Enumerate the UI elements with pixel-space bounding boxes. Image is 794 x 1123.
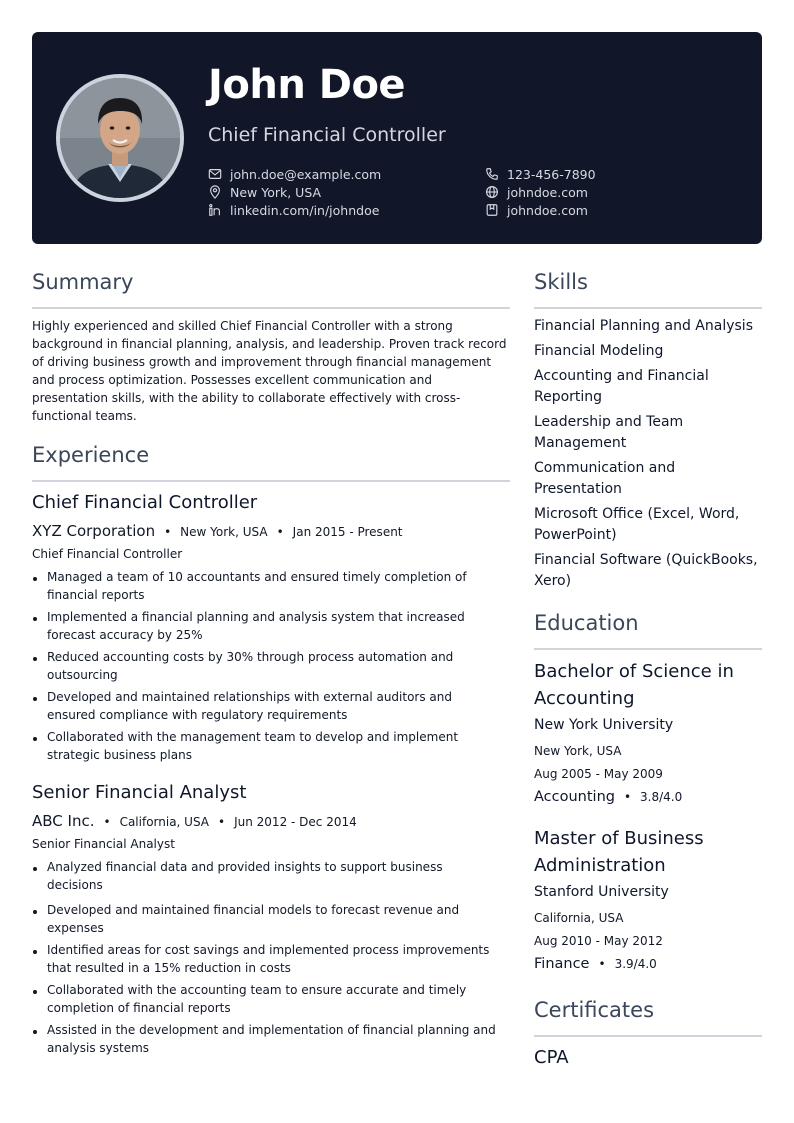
contact-portfolio-text: johndoe.com bbox=[507, 202, 588, 218]
experience-title: Experience bbox=[32, 443, 150, 467]
education-major: Finance bbox=[534, 956, 590, 972]
contact-website-text: johndoe.com bbox=[507, 184, 588, 200]
certificate-item: CPA bbox=[534, 1047, 569, 1068]
job-location: California, USA bbox=[119, 815, 210, 829]
education-major: Accounting bbox=[534, 789, 615, 805]
education-divider bbox=[534, 648, 762, 650]
education-school: Stanford University bbox=[534, 884, 669, 900]
phone-icon bbox=[485, 167, 499, 181]
contact-email-text: john.doe@example.com bbox=[230, 166, 382, 182]
person-photo-icon bbox=[60, 78, 180, 198]
job-title: Chief Financial Controller bbox=[32, 492, 258, 513]
location-icon bbox=[208, 185, 222, 199]
list-item: Managed a team of 10 accountants and ensured timely completion of financial reports bbox=[32, 568, 502, 604]
skill-item: Communication and Presentation bbox=[534, 460, 676, 497]
job-title: Senior Financial Analyst bbox=[32, 782, 247, 803]
job-company: XYZ Corporation bbox=[32, 522, 156, 540]
contact-phone[interactable] bbox=[485, 165, 596, 183]
skills-title: Skills bbox=[534, 270, 588, 294]
candidate-name: John Doe bbox=[208, 62, 406, 108]
education-degree: Master of Business Administration bbox=[534, 828, 704, 876]
contact-location-text: New York, USA bbox=[230, 184, 322, 200]
separator-dot: • bbox=[164, 525, 172, 539]
skill-item: Financial Software (QuickBooks, Xero) bbox=[534, 552, 758, 589]
list-item: Developed and maintained relationships with external auditors and ensured compliance with regulatory requirements bbox=[32, 688, 502, 724]
list-item: Developed and maintained financial models to forecast revenue and expenses bbox=[32, 901, 502, 937]
job-location: New York, USA bbox=[180, 525, 268, 539]
education-location: California, USA bbox=[534, 911, 624, 925]
certificates-divider bbox=[534, 1035, 762, 1037]
experience-divider bbox=[32, 480, 510, 482]
contact-website[interactable] bbox=[485, 183, 588, 201]
resume-header bbox=[32, 32, 762, 244]
list-item: Assisted in the development and implementation of financial planning and analysis systems bbox=[32, 1021, 502, 1057]
job-bullets bbox=[32, 858, 502, 1061]
separator-dot: • bbox=[218, 815, 226, 829]
education-title: Education bbox=[534, 611, 639, 635]
profile-photo bbox=[56, 74, 184, 202]
contact-linkedin-text: linkedin.com/in/johndoe bbox=[230, 202, 380, 218]
portfolio-icon bbox=[485, 203, 499, 217]
job-position: Chief Financial Controller bbox=[32, 547, 183, 561]
education-location: New York, USA bbox=[534, 744, 622, 758]
summary-text: Highly experienced and skilled Chief Financial Controller with a strong background in financial planning, analysis, and leadership. Proven track record of driving business growth and improvement through financial management and process optimization. Possesses excellent communication and presentation skills, with the ability to collaborate effectively with cross-functional teams. bbox=[32, 319, 507, 423]
education-school: New York University bbox=[534, 717, 674, 733]
job-bullets bbox=[32, 568, 502, 768]
separator-dot: • bbox=[276, 525, 284, 539]
contact-phone-text: 123-456-7890 bbox=[507, 166, 596, 182]
mail-icon bbox=[208, 167, 222, 181]
education-gpa: 3.8/4.0 bbox=[640, 790, 683, 804]
job-meta bbox=[32, 522, 403, 540]
contact-email[interactable] bbox=[208, 165, 381, 183]
separator-dot: • bbox=[103, 815, 111, 829]
education-field bbox=[534, 789, 682, 805]
list-item: Implemented a financial planning and analysis system that increased forecast accuracy by 25% bbox=[32, 608, 502, 644]
skill-item: Leadership and Team Management bbox=[534, 414, 684, 451]
education-field bbox=[534, 956, 657, 972]
list-item: Identified areas for cost savings and implemented process improvements that resulted in a 15% reduction in costs bbox=[32, 941, 502, 977]
contact-linkedin[interactable] bbox=[208, 201, 379, 219]
skill-item: Microsoft Office (Excel, Word, PowerPoint) bbox=[534, 506, 740, 543]
summary-title: Summary bbox=[32, 270, 134, 294]
list-item: Reduced accounting costs by 30% through process automation and outsourcing bbox=[32, 648, 502, 684]
globe-icon bbox=[485, 185, 499, 199]
skill-item: Financial Modeling bbox=[534, 343, 664, 359]
job-dates: Jun 2012 - Dec 2014 bbox=[234, 815, 357, 829]
summary-divider bbox=[32, 307, 510, 309]
skills-divider bbox=[534, 307, 762, 309]
list-item: Analyzed financial data and provided insights to support business decisions bbox=[32, 858, 502, 894]
list-item: Collaborated with the accounting team to ensure accurate and timely completion of financial reports bbox=[32, 981, 502, 1017]
list-item: Collaborated with the management team to develop and implement strategic business plans bbox=[32, 728, 502, 764]
contact-location bbox=[208, 183, 321, 201]
separator-dot: • bbox=[623, 790, 632, 804]
skill-item: Financial Planning and Analysis bbox=[534, 318, 753, 334]
job-position: Senior Financial Analyst bbox=[32, 837, 175, 851]
education-dates: Aug 2010 - May 2012 bbox=[534, 934, 663, 948]
contact-portfolio[interactable] bbox=[485, 201, 588, 219]
education-gpa: 3.9/4.0 bbox=[614, 957, 657, 971]
job-company: ABC Inc. bbox=[32, 812, 95, 830]
job-meta bbox=[32, 812, 357, 830]
education-degree: Bachelor of Science in Accounting bbox=[534, 661, 734, 709]
certificates-title: Certificates bbox=[534, 998, 655, 1022]
education-dates: Aug 2005 - May 2009 bbox=[534, 767, 663, 781]
job-dates: Jan 2015 - Present bbox=[292, 525, 403, 539]
candidate-role: Chief Financial Controller bbox=[208, 124, 446, 146]
linkedin-icon bbox=[208, 203, 222, 217]
skill-item: Accounting and Financial Reporting bbox=[534, 368, 709, 405]
skills-list bbox=[534, 316, 764, 596]
separator-dot: • bbox=[598, 957, 606, 971]
